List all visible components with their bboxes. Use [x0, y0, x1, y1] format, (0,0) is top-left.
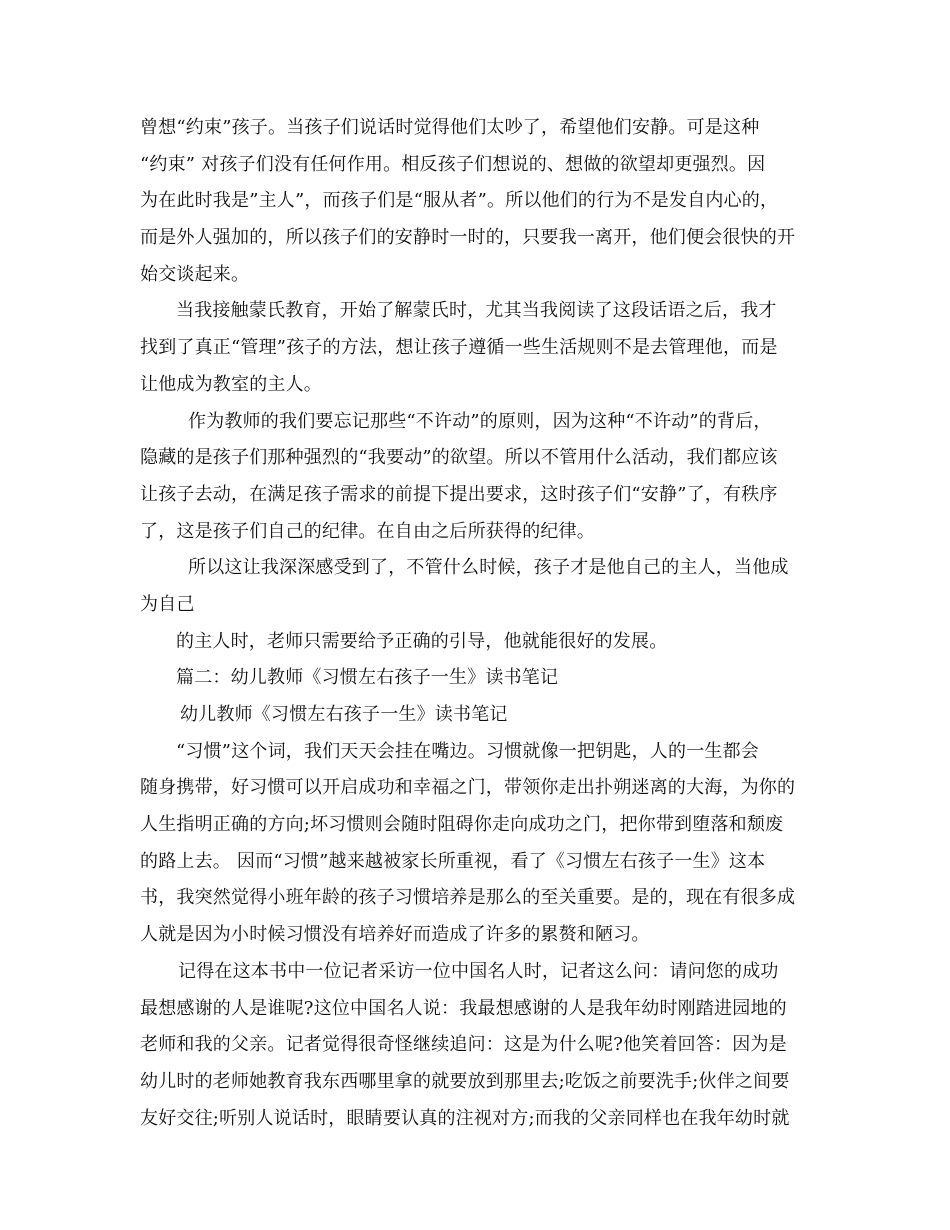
- text-line: 找到了真正“管理”孩子的方法，想让孩子遵循一些生活规则不是去管理他，而是: [140, 337, 778, 359]
- text-line: “习惯”这个词，我们天天会挂在嘴边。习惯就像一把钥匙，人的一生都会: [176, 740, 760, 762]
- text-line: 人生指明正确的方向;坏习惯则会随时阻碍你走向成功之门，把你带到堕落和颓废: [140, 814, 784, 836]
- text-line: 始交谈起来。: [140, 263, 250, 285]
- document-body: [140, 110, 820, 1137]
- text-line: 记得在这本书中一位记者采访一位中国名人时，记者这么问：请问您的成功: [178, 960, 779, 982]
- text-line: 让他成为教室的主人。: [140, 373, 322, 395]
- text-line: 的路上去。 因而“习惯”越来越被家长所重视，看了《习惯左右孩子一生》这本: [140, 850, 766, 872]
- text-line: 当我接触蒙氏教育，开始了解蒙氏时，尤其当我阅读了这段话语之后，我才: [176, 300, 777, 322]
- text-line: 老师和我的父亲。记者觉得很奇怪继续追问：这是为什么呢?他笑着回答：因为是: [140, 1034, 787, 1056]
- text-line: 作为教师的我们要忘记那些“不许动”的原则，因为这种“不许动”的背后，: [188, 410, 772, 432]
- text-line: 的主人时，老师只需要给予正确的引导，他就能很好的发展。: [176, 630, 668, 652]
- text-line: 人就是因为小时候习惯没有培养好而造成了许多的累赘和陋习。: [140, 924, 650, 946]
- text-line: 友好交往;听别人说话时，眼睛要认真的注视对方;而我的父亲同样也在我年幼时就: [140, 1107, 790, 1129]
- text-line: 而是外人强加的，所以孩子们的安静时一时的，只要我一离开，他们便会很快的开: [140, 227, 796, 249]
- text-line: “约束” 对孩子们没有任何作用。相反孩子们想说的、想做的欲望却更强烈。因: [140, 153, 766, 175]
- section-title: 幼儿教师《习惯左右孩子一生》读书笔记: [180, 704, 508, 725]
- text-line: 让孩子去动，在满足孩子需求的前提下提出要求，这时孩子们“安静”了，有秩序: [140, 483, 778, 505]
- text-line: 曾想“约束”孩子。当孩子们说话时觉得他们太吵了，希望他们安静。可是这种: [140, 117, 760, 138]
- text-line: 随身携带，好习惯可以开启成功和幸福之门，带领你走出扑朔迷离的大海，为你的: [140, 777, 796, 799]
- text-line: 所以这让我深深感受到了，不管什么时候，孩子才是他自己的主人，当他成: [188, 557, 789, 579]
- text-line: 为自己: [140, 593, 195, 615]
- text-line: 隐藏的是孩子们那种强烈的“我要动”的欲望。所以不管用什么活动，我们都应该: [140, 447, 778, 469]
- text-line: 幼儿时的老师她教育我东西哪里拿的就要放到那里去;吃饭之前要洗手;伙伴之间要: [140, 1070, 790, 1092]
- text-line: 最想感谢的人是谁呢?这位中国名人说：我最想感谢的人是我年幼时刚踏进园地的: [140, 997, 787, 1019]
- text-line: 书，我突然觉得小班年龄的孩子习惯培养是那么的至关重要。是的，现在有很多成: [140, 887, 796, 909]
- text-line: 了，这是孩子们自己的纪律。在自由之后所获得的纪律。: [140, 520, 595, 542]
- text-line: 为在此时我是”主人”，而孩子们是“服从者”。所以他们的行为不是发自内心的，: [140, 190, 779, 212]
- section-heading: 篇二：幼儿教师《习惯左右孩子一生》读书笔记: [176, 667, 559, 689]
